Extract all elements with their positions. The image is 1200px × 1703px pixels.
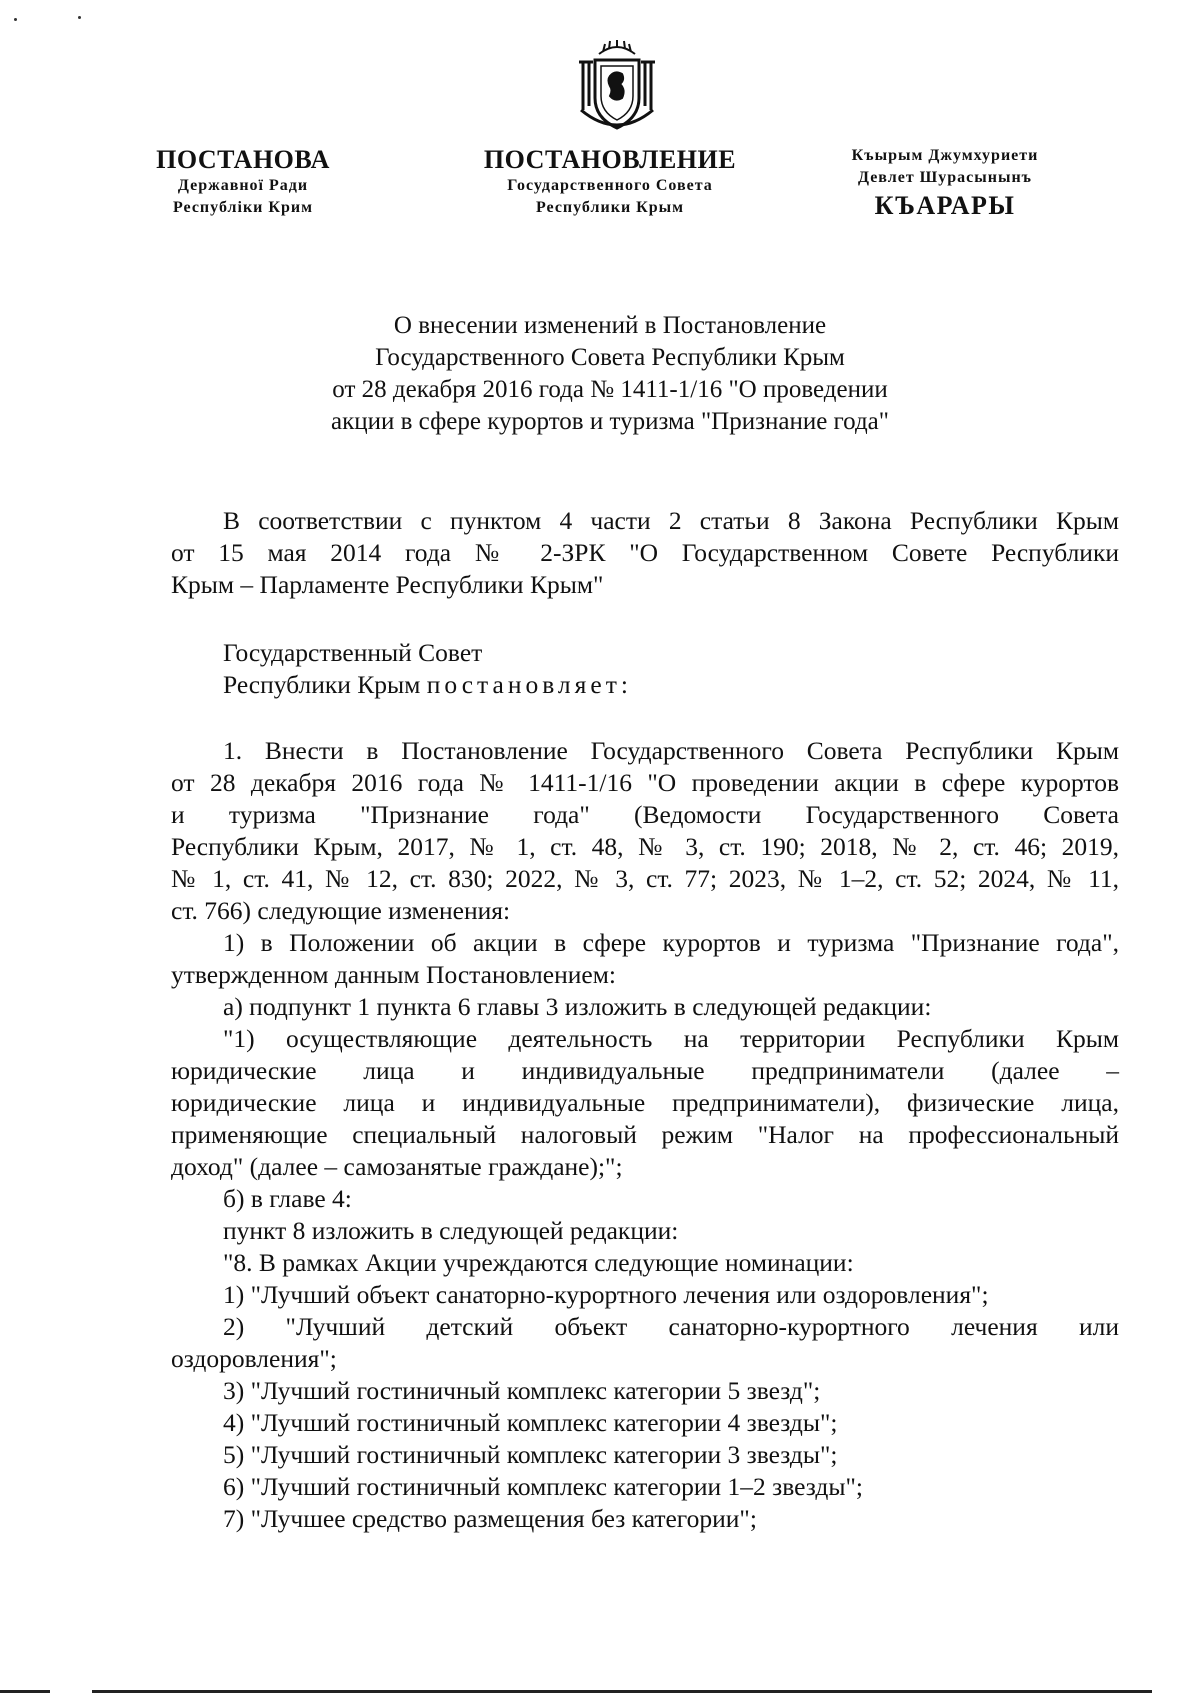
body-line: 1) "Лучший объект санаторно-курортного лечения или оздоровления"; — [223, 1280, 989, 1309]
scan-speck — [14, 18, 17, 21]
crimea-coat-of-arms-icon — [577, 40, 657, 136]
body-line: 4) "Лучший гостиничный комплекс категории 4 звезды"; — [223, 1408, 838, 1437]
title-line: О внесении изменений в Постановление — [393, 312, 827, 339]
body-line: применяющие специальный налоговый режим "Налог на профессиональный — [171, 1120, 1119, 1149]
body-line: 3) "Лучший гостиничный комплекс категории 5 звезд"; — [223, 1376, 821, 1405]
scan-speck — [78, 16, 81, 19]
preamble-line: В соответствии с пунктом 4 части 2 статьи 8 Закона Республики Крым — [223, 506, 1119, 535]
body-line: юридические лица и индивидуальные предприниматели (далее – — [171, 1056, 1119, 1085]
body-line: 7) "Лучшее средство размещения без категории"; — [223, 1504, 757, 1533]
preamble — [171, 505, 1119, 601]
scan-bottom-edge — [0, 1690, 1200, 1693]
body-line: "1) осуществляющие деятельность на территории Республики Крым — [223, 1024, 1119, 1053]
header-ukrainian-line: Республіки Крим — [172, 199, 314, 216]
preamble-line: от 15 мая 2014 года № 2-ЗРК "О Государственном Совете Республики — [171, 538, 1119, 567]
body-line: № 1, ст. 41, № 12, ст. 830; 2022, № 3, ст. 77; 2023, № 1–2, ст. 52; 2024, № 11, — [171, 864, 1119, 893]
resolving-clause — [171, 637, 1119, 701]
council-region: Республики Крым — [223, 670, 427, 699]
header-crimean-tatar-line: Девлет Шурасынынъ — [858, 169, 1032, 186]
document-title — [230, 310, 990, 438]
body-line: и туризма "Признание года" (Ведомости Государственного Совета — [171, 800, 1119, 829]
body-line: юридические лица и индивидуальные предприниматели), физические лица, — [171, 1088, 1119, 1117]
body-line: "8. В рамках Акции учреждаются следующие номинации: — [223, 1248, 854, 1277]
body-line: оздоровления"; — [171, 1344, 337, 1373]
body-line: 2) "Лучший детский объект санаторно-курортного лечения или — [223, 1312, 1119, 1341]
body-line: 6) "Лучший гостиничный комплекс категории 1–2 звезды"; — [223, 1472, 863, 1501]
title-line: акции в сфере курортов и туризма "Признание года" — [331, 408, 889, 435]
header-ukrainian-line: Державної Ради — [177, 177, 309, 194]
body-line: 5) "Лучший гостиничный комплекс категории 3 звезды"; — [223, 1440, 838, 1469]
header-crimean-tatar — [820, 145, 1070, 221]
body-line: Республики Крым, 2017, № 1, ст. 48, № 3, ст. 190; 2018, № 2, ст. 46; 2019, — [171, 832, 1119, 861]
title-line: от 28 декабря 2016 года № 1411-1/16 "О проведении — [332, 376, 888, 403]
scan-edge-segment — [92, 1690, 1152, 1693]
header-crimean-tatar-line: Къырым Джумхуриети — [851, 147, 1039, 164]
header-russian-title: ПОСТАНОВЛЕНИЕ — [483, 145, 737, 174]
header-russian-line: Государственного Совета — [507, 177, 713, 194]
header-russian — [470, 145, 750, 219]
council-name: Государственный Совет — [223, 638, 483, 667]
body-line: утвержденном данным Постановлением: — [171, 960, 616, 989]
body-line: б) в главе 4: — [223, 1184, 352, 1213]
body-line: ст. 766) следующие изменения: — [171, 896, 511, 925]
preamble-line: Крым – Парламенте Республики Крым" — [171, 570, 604, 599]
header-russian-line: Республики Крым — [535, 199, 685, 216]
body-line: 1. Внести в Постановление Государственного Совета Республики Крым — [223, 736, 1119, 765]
document-body — [171, 735, 1119, 1535]
scan-edge-segment — [0, 1690, 50, 1693]
body-line: 1) в Положении об акции в сфере курортов и туризма "Признание года", — [223, 928, 1119, 957]
body-line: пункт 8 изложить в следующей редакции: — [223, 1216, 679, 1245]
header-crimean-tatar-title: КЪАРАРЫ — [874, 191, 1016, 220]
body-line: от 28 декабря 2016 года № 1411-1/16 "О проведении акции в сфере курортов — [171, 768, 1119, 797]
title-line: Государственного Совета Республики Крым — [375, 344, 845, 371]
resolves-word: постановляет: — [426, 670, 632, 699]
header-ukrainian — [148, 145, 338, 219]
body-line: а) подпункт 1 пункта 6 главы 3 изложить в следующей редакции: — [223, 992, 932, 1021]
body-line: доход" (далее – самозанятые граждане);"; — [171, 1152, 623, 1181]
council-resolves — [171, 669, 1119, 701]
header-ukrainian-title: ПОСТАНОВА — [156, 145, 330, 174]
